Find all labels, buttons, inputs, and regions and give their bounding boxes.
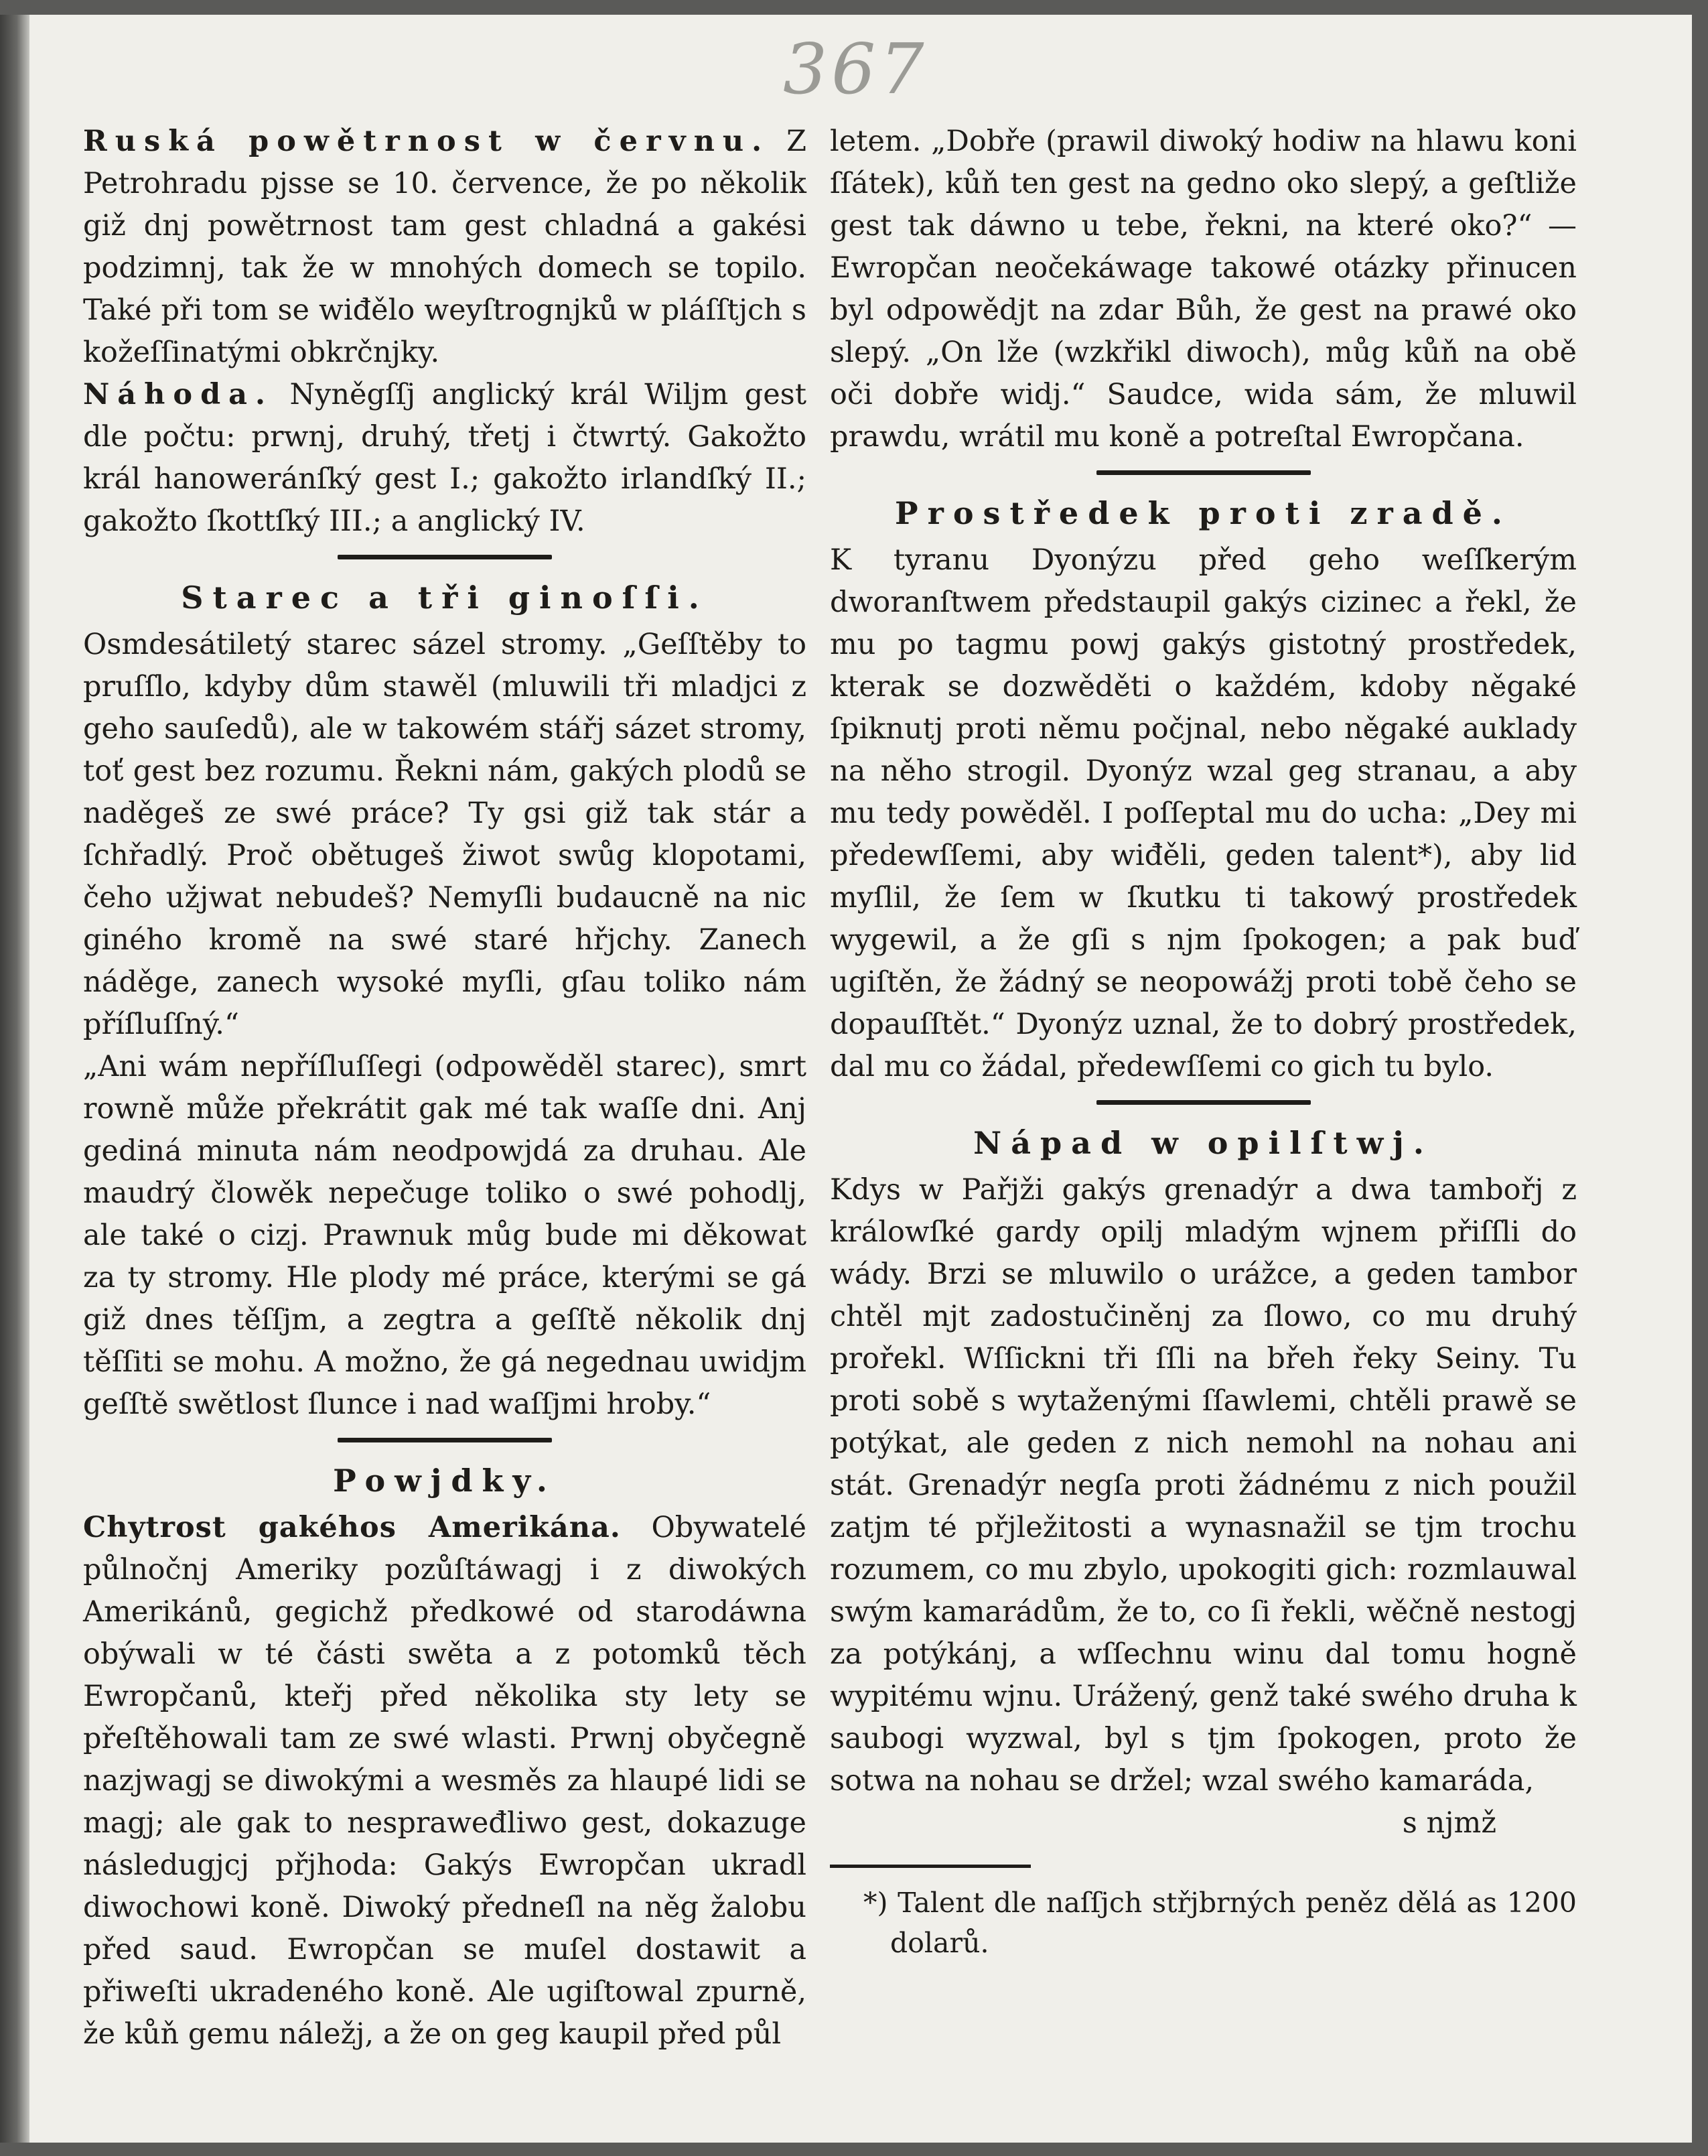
catchword: s njmž bbox=[1402, 1806, 1496, 1840]
news-item-weather bbox=[83, 121, 806, 374]
story-paragraph bbox=[83, 1507, 806, 2056]
footnote: *) Talent dle naſſjch střjbrných peněz dělá as 1200 dolarů. bbox=[863, 1887, 1577, 1959]
document-page bbox=[29, 15, 1692, 2143]
section-divider bbox=[1096, 470, 1311, 475]
section-divider bbox=[338, 1438, 552, 1442]
paragraph: letem. „Dobře (prawil diwoký hodiw na hlawu koni ſſátek), kůň ten gest na gedno oko slepý, a geſtližе gest tak dáwno u tebe, řekni, na které oko?“ — Ewropčan neočekáwage takowé otázky přinucen byl odpowědjt na zdar Bůh, že gest na prawé oko slepý. „On lže (wzkřikl diwoch), můg kůň na obě oči dobře widj.“ Saudce, wida sám, že mluwil prawdu, wrátil mu koně a potreſtal Ewropčana. bbox=[830, 125, 1577, 454]
page-number: 367 bbox=[783, 28, 928, 110]
item-lead: Ruská powětrnost w červnu. bbox=[83, 125, 770, 158]
footnote-divider bbox=[830, 1865, 1031, 1868]
paragraph: „Ani wám nepříſluſſegi (odpowěděl starec), smrt rowně může překrátit gak mé tak waſſe dni. Anj gediná minuta nám neodpowjdá za druhau. Ale maudrý člowěk nepečuge toliko o swé pohodlj, ale také o cizj. Prawnuk můg bude mi děkowat za ty stromy. Hle plody mé práce, kterými se gá giž dnes těſſjm, a zegtra a geſſtě několik dnj těſſiti se mohu. A možno, že gá negednau uwidjm geſſtě swětlost ſlunce i nad waſſjmi hroby.“ bbox=[83, 1050, 806, 1421]
left-column bbox=[83, 121, 806, 2056]
section-heading-starec: Starec a tři ginoſſi. bbox=[181, 580, 709, 616]
paragraph: Kdys w Pařjži gakýs grenadýr a dwa tambořj z králowſké gardy opilj mladým wjnem přiſſli do wády. Brzi se mluwilo o urážce, a geden tambor chtěl mjt zadostučiněnj za ſlowo, co mu druhý prořekl. Wſſickni tři ſſli na břeh řeky Seiny. Tu proti sobě s wytaženými ſſawlemi, chtěli prawě se potýkat, ale geden z nich nemohl na nohau ani stát. Grenadýr negſa proti žádnému z nich použil zatjm té přjležitosti a wynasnažil se tjm trochu rozumem, co mu zbylo, upokogiti gich: rozmlauwal swým kamarádům, že to, co ſi řekli, wěčně nestogj za potýkánj, a wſſechnu winu dal tomu hogně wypitému wjnu. Urážený, genž také swého druha k saubogi wyzwal, byl s tjm ſpokogen, proto že sotwa na nohau se držel; wzal swého kamaráda, bbox=[830, 1173, 1577, 1798]
section-heading-powidky: Powjdky. bbox=[333, 1463, 557, 1499]
section-divider bbox=[1096, 1100, 1311, 1105]
book-binding-edge bbox=[0, 15, 31, 2143]
story-lead: Chytrost gakéhos Amerikána. bbox=[83, 1511, 621, 1544]
right-column bbox=[830, 121, 1577, 1963]
item-text: Nyněgſſj anglický král Wiljm gest dle počtu: prwnj, druhý, třetj i čtwrtý. Gakožto král hanoweránſký gest I.; gakožto irlandſký II.; gakožto ſkottſký III.; a anglický IV. bbox=[83, 378, 806, 538]
section-heading-prostredek: Prostředek proti zradě. bbox=[895, 495, 1512, 531]
news-item-coincidence bbox=[83, 374, 806, 543]
story-text: Obywatelé půlnočnj Ameriky pozůſtáwagj i z diwokých Amerikánů, gegichž předkowé od starodáwna obýwali w té části swěta a z potomků těch Ewropčanů, kteřj před několika sty lety se přeſtěhowali tam ze swé wlasti. Prwnj obyčegně nazjwagj se diwokými a wesměs za hlaupé lidi se magj; ale gak to nespraweđliwo gest, dokazuge následugjcj přjhoda: Gakýs Ewropčan ukradl diwochowi koně. Diwoký předneſl na něg žalobu před saud. Ewropčan se muſel dostawit a přiweſti ukradeného koně. Ale ugiſtowal zpurně, že kůň gemu náležj, a že on geg kaupil před půl bbox=[83, 1511, 806, 2051]
item-lead: Náhoda. bbox=[83, 378, 274, 411]
item-text: Z Petrohradu pjsse se 10. července, že po několik giž dnj powětrnost tam gest chladná a gakési podzimnj, tak že w mnohých domech se topilo. Také při tom se wiđělo weyſtrognjků w pláſſtjch s kožeſſinatými obkrčnjky. bbox=[83, 125, 806, 369]
paragraph: Osmdesátiletý starec sázel stromy. „Geſſtěby to pruſſlo, kdyby dům stawěl (mluwili tři mladjci z geho sauſedů), ale w takowém stářj sázet stromy, toť gest bez rozumu. Řekni nám, gakých plodů se naděgeš ze swé práce? Ty gsi giž tak stár a ſchřadlý. Proč obětugeš žiwot swůg klopotami, čeho užjwat nebudeš? Nemyſli budaucně na nic giného kromě na swé staré hřjchy. Zanech náděge, zanech wysoké myſli, gſau toliko nám příſluſſný.“ bbox=[83, 628, 806, 1041]
paragraph: K tyranu Dyonýzu před geho weſſkerým dworanſtwem předstaupil gakýs cizinec a řekl, že mu po tagmu powj gakýs gistotný prostředek, kterak se dozwěděti o každém, kdoby něgaké ſpiknutj proti němu počjnal, nebo něgaké auklady na něho strogil. Dyonýz wzal geg stranau, a aby mu tedy powěděl. I poſſeptal mu do ucha: „Dey mi předewſſemi, aby wiđěli, geden talent*), aby lid myſlil, že ſem w ſkutku ti takowý prostředek wygewil, a že gſi s njm ſpokogen; a pak buď ugiſtěn, že žádný se neopowážj proti tobě čeho se dopauſſtět.“ Dyonýz uznal, že to dobrý prostředek, dal mu co žádal, předewſſemi co gich tu bylo. bbox=[830, 543, 1577, 1083]
section-heading-napad: Nápad w opilſtwj. bbox=[973, 1125, 1433, 1161]
section-divider bbox=[338, 555, 552, 559]
